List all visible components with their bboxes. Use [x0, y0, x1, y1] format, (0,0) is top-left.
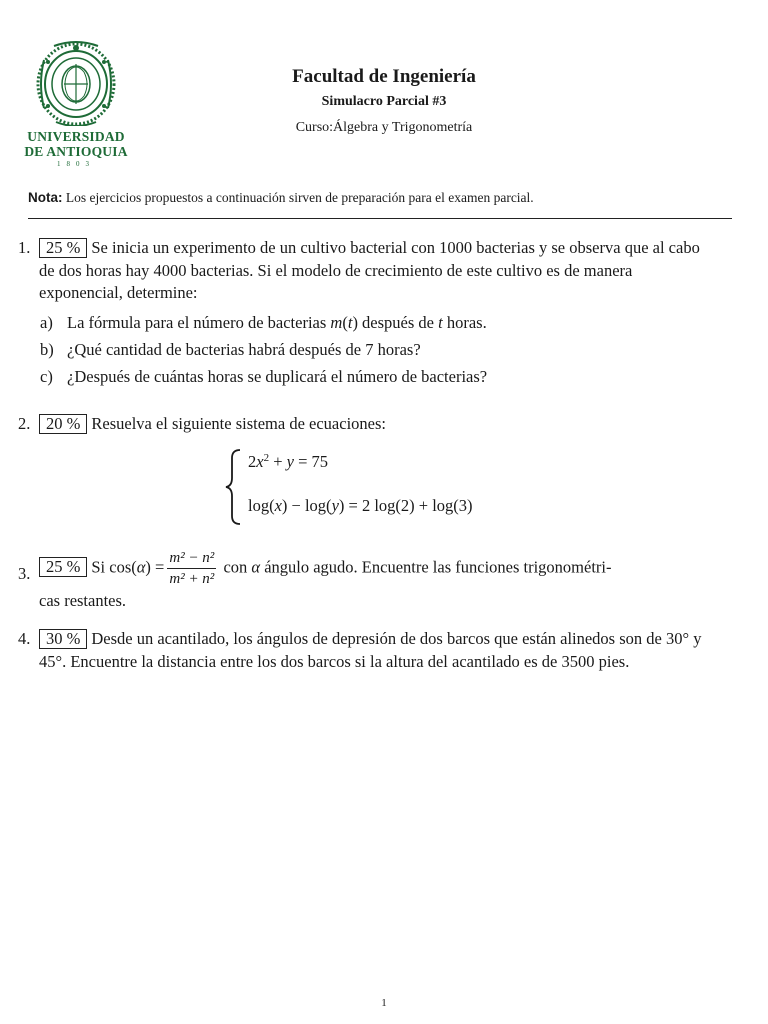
equation-1 — [248, 452, 328, 472]
weight-badge: 20 % — [39, 414, 87, 434]
math-var-alpha: α — [251, 557, 261, 577]
eq-term: + — [269, 452, 287, 471]
eq-term: = 75 — [293, 452, 329, 471]
question-1 — [18, 237, 718, 305]
note-label: Nota: — [28, 190, 63, 205]
fraction-numerator: m² − n² — [167, 548, 216, 569]
page-title: Facultad de Ingeniería — [292, 66, 476, 87]
question-text: Si cos( — [91, 557, 137, 577]
page-subtitle: Simulacro Parcial #3 — [321, 94, 447, 109]
item-label: a) — [40, 313, 53, 332]
question-text: Se inicia un experimento de un cultivo bacterial con 1000 bacterias y se observa que al cabo de dos horas hay 4000 bacterias. Si el modelo de crecimiento de este cultivo es de manera exponencial, determine: — [39, 238, 700, 302]
question-1-item-b — [40, 340, 421, 360]
course-name: Curso:Álgebra y Trigonometría — [295, 120, 473, 135]
fraction — [167, 548, 216, 589]
logo-year: 1803 — [57, 160, 95, 168]
item-text: ¿Después de cuántas horas se duplicará el número de bacterias? — [67, 367, 488, 386]
eq-term: 2 — [248, 452, 257, 471]
left-brace-icon — [224, 448, 244, 526]
math-var-y: y — [331, 496, 339, 515]
question-2 — [18, 413, 718, 436]
question-1-item-a — [40, 313, 487, 333]
logo-text-universidad: UNIVERSIDAD — [27, 129, 125, 144]
item-text: horas. — [442, 313, 487, 332]
weight-badge: 25 % — [39, 557, 87, 577]
question-4 — [18, 628, 718, 673]
item-text: La fórmula para el número de bacterias — [67, 313, 331, 332]
item-text: ¿Qué cantidad de bacterias habrá después de 7 horas? — [67, 340, 421, 359]
question-number: 3. — [18, 564, 31, 583]
question-1-item-c — [40, 367, 487, 387]
math-var-alpha: α — [136, 557, 146, 577]
question-text: Resuelva el siguiente sistema de ecuaciones: — [91, 414, 386, 433]
item-text: ) después de — [352, 313, 439, 332]
item-label: b) — [40, 340, 54, 359]
item-text: ( — [342, 313, 348, 332]
page-number: 1 — [381, 997, 387, 1009]
equation-2 — [248, 496, 473, 516]
math-var-m: m — [330, 313, 343, 332]
math-var-t: t — [438, 313, 443, 332]
question-text: con — [219, 557, 252, 577]
weight-badge: 25 % — [39, 238, 87, 258]
math-var-x: x — [274, 496, 282, 515]
logo-text-antioquia: DE ANTIOQUIA — [24, 144, 128, 159]
note-text: Los ejercicios propuestos a continuación sirven de preparación para el examen parcial. — [62, 190, 534, 205]
weight-badge: 30 % — [39, 629, 87, 649]
exponent: 2 — [263, 452, 270, 464]
question-text: ángulo agudo. Encuentre las funciones trigonométri- — [260, 557, 612, 577]
question-text: cas restantes. — [39, 591, 127, 610]
question-number: 2. — [18, 414, 31, 433]
math-var-y: y — [286, 452, 294, 471]
eq-term: ) = 2 log(2) + log(3) — [338, 496, 473, 515]
math-var-x: x — [256, 452, 264, 471]
eq-term: ) − log( — [281, 496, 332, 515]
question-3 — [18, 548, 718, 613]
note-line — [28, 190, 534, 206]
fraction-denominator: m² + n² — [169, 571, 215, 587]
question-number: 1. — [18, 238, 31, 257]
math-var-t: t — [347, 313, 353, 332]
header-divider — [28, 218, 732, 219]
question-text: ) = — [145, 557, 165, 577]
equation-system — [222, 448, 552, 526]
eq-term: log( — [248, 496, 275, 515]
item-label: c) — [40, 367, 53, 386]
question-number: 4. — [18, 629, 31, 648]
question-text: Desde un acantilado, los ángulos de depresión de dos barcos que están alinedos son de 30° y 45°. Encuentre la distancia entre los dos barcos si la altura del acantilado es de 3500 pies. — [39, 629, 702, 671]
